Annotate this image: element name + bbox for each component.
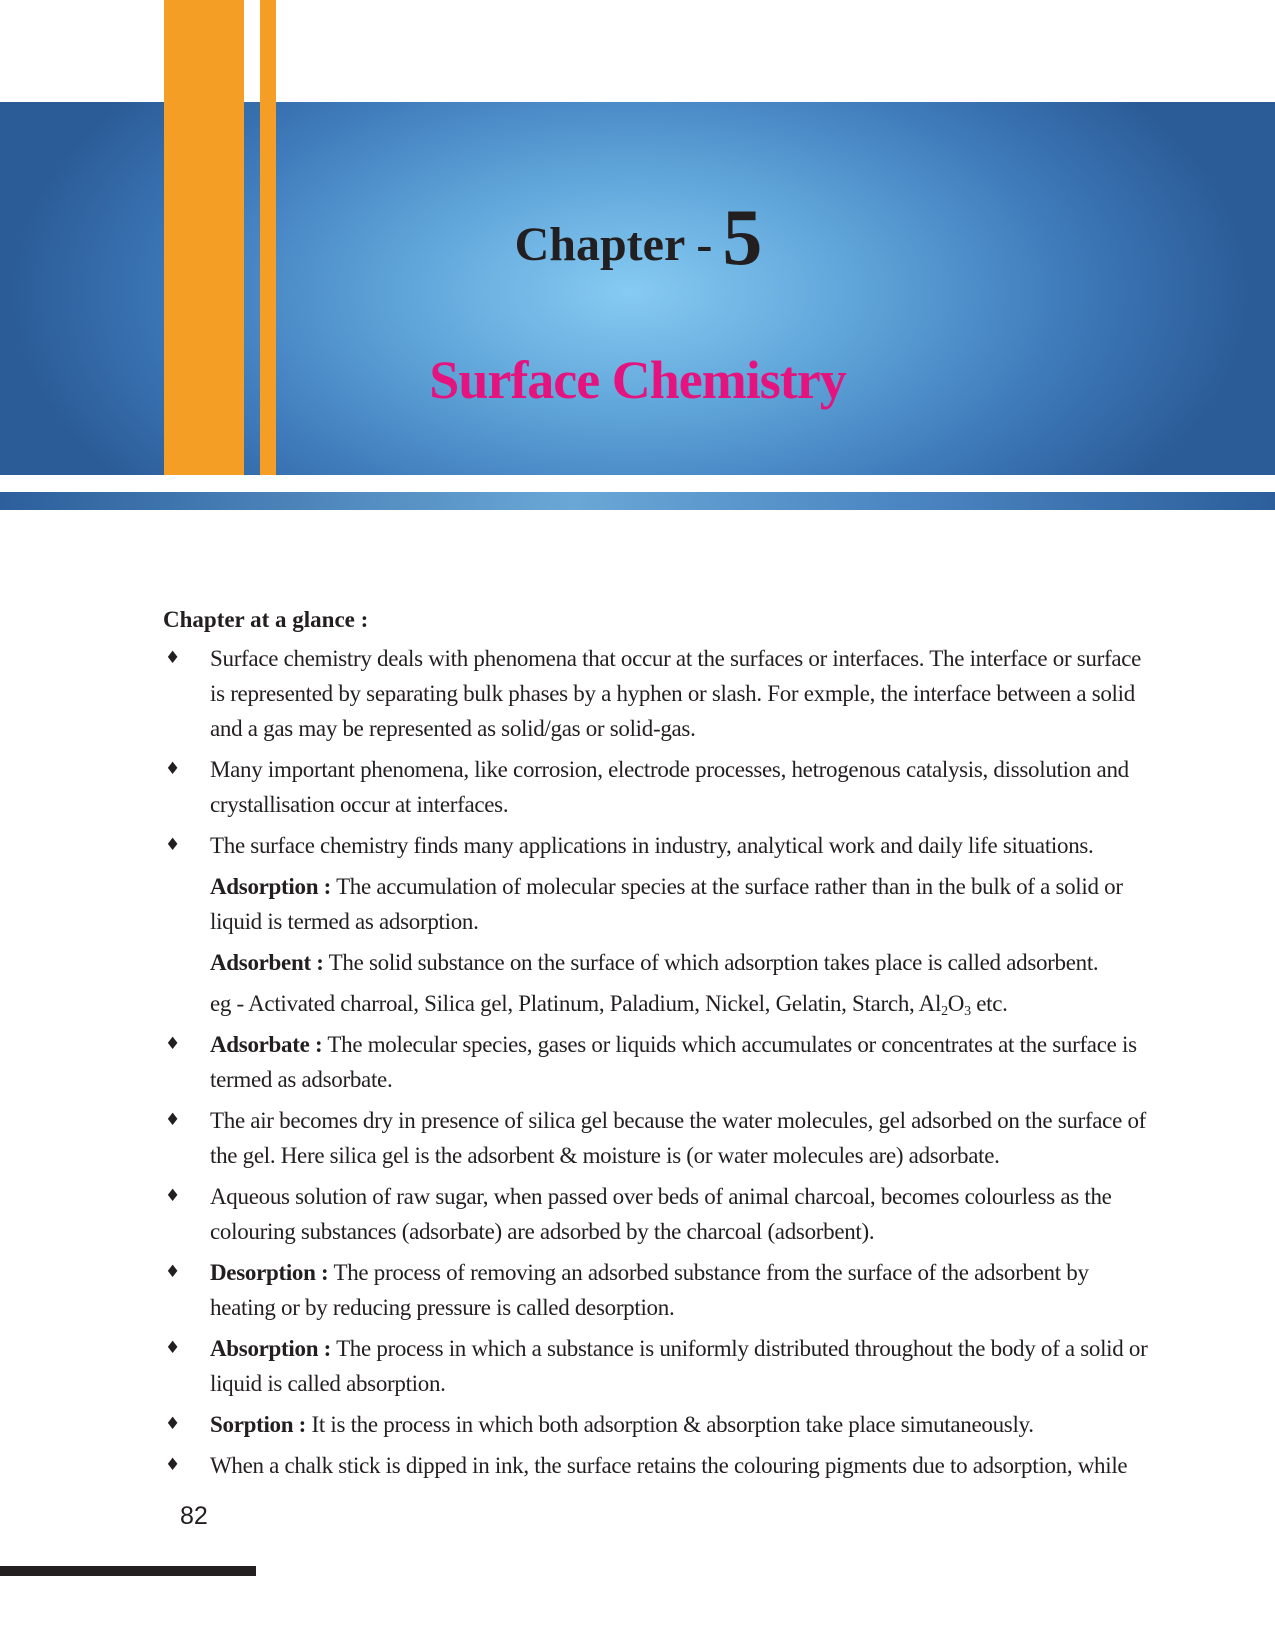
item-term: Adsorption : xyxy=(210,874,332,899)
diamond-bullet-icon: ♦ xyxy=(165,1338,180,1358)
item-text: The surface chemistry finds many applications in industry, analytical work and daily life situations. xyxy=(210,833,1094,858)
definition-adsorbent xyxy=(163,945,1151,980)
item-text: The accumulation of molecular species at the surface rather than in the bulk of a solid or liquid is termed as adsorption. xyxy=(210,874,1123,934)
list-item xyxy=(163,1407,1151,1442)
item-text: The process in which a substance is uniformly distributed throughout the body of a solid or liquid is called absorption. xyxy=(210,1336,1148,1396)
item-term: Desorption : xyxy=(210,1260,329,1285)
item-text: The molecular species, gases or liquids which accumulates or concentrates at the surface is termed as adsorbate. xyxy=(210,1032,1137,1092)
diamond-bullet-icon: ♦ xyxy=(165,648,180,668)
diamond-bullet-icon: ♦ xyxy=(165,835,180,855)
item-text: It is the process in which both adsorption & absorption take place simutaneously. xyxy=(311,1412,1034,1437)
diamond-bullet-icon: ♦ xyxy=(165,1414,180,1434)
item-tail: etc. xyxy=(970,991,1008,1016)
item-text: The air becomes dry in presence of silica gel because the water molecules, gel adsorbed on the surface of the gel. Here silica gel is the adsorbent & moisture is (or water molecules are) adsorbate. xyxy=(210,1108,1147,1168)
page-number: 82 xyxy=(180,1502,208,1530)
list-item xyxy=(163,1103,1151,1173)
diamond-bullet-icon: ♦ xyxy=(165,1110,180,1130)
item-text: The process of removing an adsorbed substance from the surface of the adsorbent by heating or by reducing pressure is called desorption. xyxy=(210,1260,1089,1320)
item-text: When a chalk stick is dipped in ink, the surface retains the colouring pigments due to adsorption, while xyxy=(210,1453,1128,1478)
adsorbent-examples xyxy=(163,986,1151,1021)
diamond-bullet-icon: ♦ xyxy=(165,1262,180,1282)
diamond-bullet-icon: ♦ xyxy=(165,1455,180,1475)
item-text: Aqueous solution of raw sugar, when passed over beds of animal charcoal, becomes colourless as the colouring substances (adsorbate) are adsorbed by the charcoal (adsorbent). xyxy=(210,1184,1112,1244)
list-item xyxy=(163,1331,1151,1401)
item-text: The solid substance on the surface of which adsorption takes place is called adsorbent. xyxy=(328,950,1099,975)
list-item xyxy=(163,1448,1151,1483)
list-item xyxy=(163,1255,1151,1325)
chapter-label: Chapter - xyxy=(514,218,713,271)
list-item xyxy=(163,1179,1151,1249)
list-item xyxy=(163,752,1151,822)
item-term: Adsorbent : xyxy=(210,950,324,975)
banner-underline-strip xyxy=(0,492,1275,510)
diamond-bullet-icon: ♦ xyxy=(165,759,180,779)
definition-adsorption xyxy=(163,869,1151,939)
item-term: Absorption : xyxy=(210,1336,332,1361)
diamond-bullet-icon: ♦ xyxy=(165,1186,180,1206)
list-item xyxy=(163,641,1151,746)
section-heading: Chapter at a glance : xyxy=(163,607,369,632)
item-text: Many important phenomena, like corrosion, electrode processes, hetrogenous catalysis, dissolution and crystallisation occur at interfaces. xyxy=(210,757,1129,817)
item-term: Adsorbate : xyxy=(210,1032,323,1057)
item-text: Surface chemistry deals with phenomena that occur at the surfaces or interfaces. The interface or surface is represented by separating bulk phases by a hyphen or slash. For exmple, the interface between a solid and a gas may be represented as solid/gas or solid-gas. xyxy=(210,646,1142,741)
footer-rule xyxy=(0,1566,256,1576)
subscript-2: 2 xyxy=(941,1004,948,1019)
item-text: eg - Activated charroal, Silica gel, Platinum, Paladium, Nickel, Gelatin, Starch, Al xyxy=(210,991,942,1016)
chapter-number: 5 xyxy=(722,194,763,282)
list-item xyxy=(163,828,1151,863)
chapter-content xyxy=(163,603,1151,1489)
chapter-heading xyxy=(0,194,1275,285)
chapter-title: Surface Chemistry xyxy=(429,350,846,410)
item-term: Sorption : xyxy=(210,1412,307,1437)
formula-o: O xyxy=(947,991,965,1016)
list-item xyxy=(163,1027,1151,1097)
diamond-bullet-icon: ♦ xyxy=(165,1034,180,1054)
subscript-3: 3 xyxy=(964,1004,971,1019)
